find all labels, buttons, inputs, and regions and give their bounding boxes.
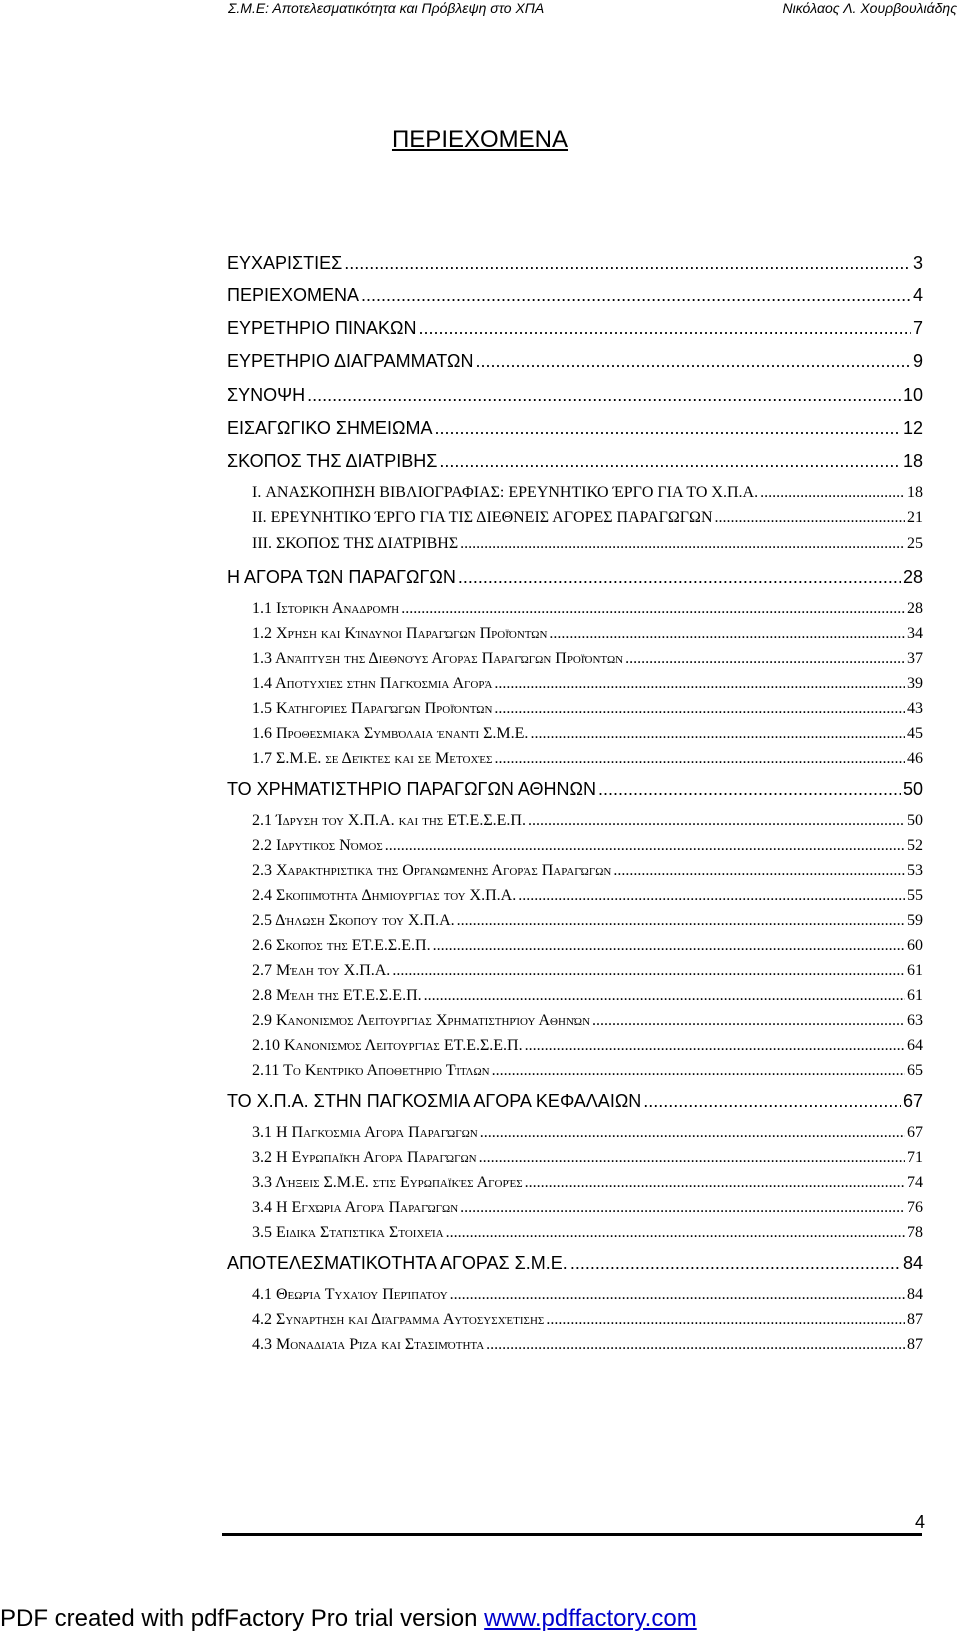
toc-leader-dots bbox=[570, 1253, 901, 1274]
toc-entry[interactable] bbox=[227, 1091, 923, 1112]
toc-leader-dots bbox=[458, 567, 901, 588]
toc-leader-dots bbox=[434, 418, 901, 439]
toc-entry[interactable] bbox=[252, 862, 923, 880]
toc-entry-title: 1.3 Ανάπτυξη της Διεθνούς Αγοράς Παραγώγων Προϊόντων bbox=[252, 650, 624, 667]
page-number: 4 bbox=[914, 1512, 925, 1532]
toc-entry[interactable] bbox=[227, 253, 923, 274]
toc-leader-dots bbox=[715, 509, 906, 527]
toc-entry-title: 4.2 Συνάρτηση και Διάγραμμα Αυτοσυσχέτισης bbox=[252, 1311, 545, 1328]
toc-leader-dots bbox=[528, 812, 905, 830]
toc-entry-title: 2.7 Μέλη του Χ.Π.Α. bbox=[252, 962, 391, 979]
toc-entry[interactable] bbox=[227, 451, 923, 472]
toc-entry-page: 50 bbox=[907, 812, 923, 829]
toc-leader-dots bbox=[492, 1062, 905, 1080]
toc-entry[interactable] bbox=[252, 837, 923, 855]
toc-entry-title: 3.3 Λήξεις Σ.Μ.Ε. στις Ευρωπαϊκές Αγορές bbox=[252, 1174, 523, 1191]
toc-entry-page: 3 bbox=[912, 253, 923, 273]
toc-leader-dots bbox=[480, 1124, 905, 1142]
toc-entry[interactable] bbox=[252, 1286, 923, 1304]
toc-entry-page: 9 bbox=[912, 351, 923, 371]
page-title: ΠΕΡΙΕΧΟΜΕΝΑ bbox=[391, 126, 569, 153]
toc-entry-page: 78 bbox=[907, 1224, 923, 1241]
toc-entry[interactable] bbox=[252, 535, 923, 553]
toc-entry-page: 67 bbox=[907, 1124, 923, 1141]
toc-entry-page: 71 bbox=[907, 1149, 923, 1166]
toc-entry[interactable] bbox=[252, 962, 923, 980]
toc-entry[interactable] bbox=[252, 1124, 923, 1142]
toc-entry-page: 46 bbox=[907, 750, 923, 767]
toc-leader-dots bbox=[592, 1012, 905, 1030]
toc-entry-title: ΤΟ ΧΡΗΜΑΤΙΣΤΗΡΙΟ ΠΑΡΑΓΩΓΩΝ ΑΘΗΝΩΝ bbox=[227, 779, 596, 799]
toc-entry-page: 37 bbox=[907, 650, 923, 667]
toc-leader-dots bbox=[460, 1199, 905, 1217]
toc-entry-title: 1.5 Κατηγορίες Παραγώγων Προϊόντων bbox=[252, 700, 493, 717]
toc-entry-title: ΑΠΟΤΕΛΕΣΜΑΤΙΚΟΤΗΤΑ ΑΓΟΡΑΣ Σ.Μ.Ε. bbox=[227, 1253, 568, 1273]
toc-entry[interactable] bbox=[252, 1336, 923, 1354]
toc-entry-page: 52 bbox=[907, 837, 923, 854]
footer-divider bbox=[222, 1533, 922, 1536]
toc-entry-title: ΕΥΡΕΤΗΡΙΟ ΠΙΝΑΚΩΝ bbox=[227, 318, 417, 338]
toc-entry-title: 2.4 Σκοπιμότητα Δημιουργίας του Χ.Π.Α. bbox=[252, 887, 517, 904]
toc-entry[interactable] bbox=[227, 418, 923, 439]
toc-leader-dots bbox=[549, 625, 905, 643]
toc-entry-title: 2.5 Δήλωση Σκοπού του Χ.Π.Α. bbox=[252, 912, 455, 929]
toc-leader-dots bbox=[625, 650, 905, 668]
toc-entry[interactable] bbox=[252, 1037, 923, 1055]
toc-entry-title: 2.8 Μέλη της ΕΤ.Ε.Σ.Ε.Π. bbox=[252, 987, 422, 1004]
toc-entry[interactable] bbox=[252, 625, 923, 643]
toc-entry-title: 1.1 Ιστορική Αναδρομή bbox=[252, 600, 400, 617]
toc-entry-page: 84 bbox=[907, 1286, 923, 1303]
toc-entry-page: 61 bbox=[907, 987, 923, 1004]
toc-entry-page: 10 bbox=[902, 385, 923, 405]
toc-entry-title: ΤΟ Χ.Π.Α. ΣΤΗΝ ΠΑΓΚΟΣΜΙΑ ΑΓΟΡΑ ΚΕΦΑΛΑΙΩΝ bbox=[227, 1091, 642, 1111]
toc-entry-page: 28 bbox=[907, 600, 923, 617]
toc-entry-page: 59 bbox=[907, 912, 923, 929]
toc-leader-dots bbox=[385, 837, 905, 855]
toc-entry-page: 65 bbox=[907, 1062, 923, 1079]
toc-leader-dots bbox=[598, 779, 901, 800]
toc-leader-dots bbox=[525, 1174, 905, 1192]
toc-leader-dots bbox=[361, 285, 911, 306]
toc-leader-dots bbox=[439, 451, 901, 472]
toc-entry[interactable] bbox=[252, 937, 923, 955]
toc-entry[interactable] bbox=[252, 725, 923, 743]
toc-entry-title: I. ΑΝΑΣΚΟΠΗΣΗ ΒΙΒΛΙΟΓΡΑΦΙΑΣ: ΕΡΕΥΝΗΤΙΚΟ ΈΡΓΟ ΓΙΑ ΤΟ Χ.Π.Α. bbox=[252, 484, 759, 501]
toc-entry[interactable] bbox=[227, 385, 923, 406]
toc-entry-title: 3.1 Η Παγκόσμια Αγορά Παραγώγων bbox=[252, 1124, 478, 1141]
toc-entry-title: ΣΥΝΟΨΗ bbox=[227, 385, 306, 405]
toc-entry[interactable] bbox=[252, 987, 923, 1005]
toc-entry-page: 21 bbox=[907, 509, 923, 526]
toc-entry[interactable] bbox=[252, 650, 923, 668]
toc-leader-dots bbox=[401, 600, 905, 618]
toc-leader-dots bbox=[530, 725, 905, 743]
toc-entry-title: 4.3 Μοναδιαία Ρίζα και Στασιμότητα bbox=[252, 1336, 485, 1353]
toc-entry-page: 60 bbox=[907, 937, 923, 954]
toc-leader-dots bbox=[518, 887, 905, 905]
toc-entry[interactable] bbox=[227, 1253, 923, 1274]
header-author: Νικόλαος Λ. Χουρβουλιάδης bbox=[782, 0, 957, 16]
toc-entry-title: ΕΙΣΑΓΩΓΙΚΟ ΣΗΜΕΙΩΜΑ bbox=[227, 418, 433, 438]
toc-entry-page: 63 bbox=[907, 1012, 923, 1029]
toc-entry-page: 25 bbox=[907, 535, 923, 552]
toc-entry[interactable] bbox=[252, 675, 923, 693]
toc-entry[interactable] bbox=[252, 1012, 923, 1030]
toc-entry-page: 39 bbox=[907, 675, 923, 692]
toc-entry[interactable] bbox=[252, 750, 923, 768]
toc-entry[interactable] bbox=[252, 1062, 923, 1080]
toc-entry-page: 4 bbox=[912, 285, 923, 305]
toc-leader-dots bbox=[475, 351, 911, 372]
toc-leader-dots bbox=[494, 750, 905, 768]
toc-entry-title: Η ΑΓΟΡΑ ΤΩΝ ΠΑΡΑΓΩΓΩΝ bbox=[227, 567, 456, 587]
toc-entry-page: 18 bbox=[907, 484, 923, 501]
toc-entry-page: 7 bbox=[912, 318, 923, 338]
toc-entry-page: 43 bbox=[907, 700, 923, 717]
toc-leader-dots bbox=[460, 535, 905, 553]
toc-leader-dots bbox=[494, 675, 905, 693]
toc-entry-title: 2.11 Το Κεντρικό Αποθετήριο Τίτλων bbox=[252, 1062, 490, 1079]
toc-leader-dots bbox=[446, 1224, 905, 1242]
toc-entry[interactable] bbox=[227, 351, 923, 372]
toc-entry-title: 3.4 Η Εγχώρια Αγορά Παραγώγων bbox=[252, 1199, 459, 1216]
toc-entry-page: 61 bbox=[907, 962, 923, 979]
toc-entry-title: ΕΥΡΕΤΗΡΙΟ ΔΙΑΓΡΑΜΜΑΤΩΝ bbox=[227, 351, 474, 371]
toc-entry-page: 76 bbox=[907, 1199, 923, 1216]
toc-entry[interactable] bbox=[227, 567, 923, 588]
toc-entry-page: 45 bbox=[907, 725, 923, 742]
pdf-footer bbox=[0, 1605, 697, 1633]
toc-entry-page: 53 bbox=[907, 862, 923, 879]
toc-entry[interactable] bbox=[252, 1199, 923, 1217]
toc-leader-dots bbox=[546, 1311, 905, 1329]
toc-entry-title: ΠΕΡΙΕΧΟΜΕΝΑ bbox=[227, 285, 360, 305]
toc-entry[interactable] bbox=[252, 1149, 923, 1167]
toc-entry-title: 3.5 Ειδικά Στατιστικά Στοιχεία bbox=[252, 1224, 444, 1241]
toc-entry[interactable] bbox=[252, 887, 923, 905]
toc-entry-title: 1.2 Χρήση και Κίνδυνοι Παραγώγων Προϊόντων bbox=[252, 625, 548, 642]
toc-entry-title: 2.3 Χαρακτηριστικά της Οργανωμένης Αγοράς Παραγώγων bbox=[252, 862, 612, 879]
toc-leader-dots bbox=[344, 253, 911, 274]
toc-entry[interactable] bbox=[252, 484, 923, 502]
toc-leader-dots bbox=[307, 385, 901, 406]
toc-entry[interactable] bbox=[252, 1311, 923, 1329]
toc-entry-page: 84 bbox=[902, 1253, 923, 1273]
toc-entry-page: 34 bbox=[907, 625, 923, 642]
toc-leader-dots bbox=[760, 484, 905, 502]
toc-entry-page: 67 bbox=[902, 1091, 923, 1111]
toc-entry-title: 1.7 Σ.Μ.Ε. σε Δείκτες και σε Μετοχές bbox=[252, 750, 493, 767]
toc-entry-title: 2.6 Σκοπός της ΕΤ.Ε.Σ.Ε.Π. bbox=[252, 937, 431, 954]
toc-entry-page: 64 bbox=[907, 1037, 923, 1054]
toc-entry-title: II. ΕΡΕΥΝΗΤΙΚΟ ΈΡΓΟ ΓΙΑ ΤΙΣ ΔΙΕΘΝΕΙΣ ΑΓΟΡΕΣ ΠΑΡΑΓΩΓΩΝ bbox=[252, 509, 713, 526]
toc-entry-title: III. ΣΚΟΠΟΣ ΤΗΣ ΔΙΑΤΡΙΒΗΣ bbox=[252, 535, 459, 552]
page-header bbox=[0, 0, 960, 34]
toc-entry[interactable] bbox=[252, 509, 923, 527]
toc-entry-page: 12 bbox=[902, 418, 923, 438]
toc-leader-dots bbox=[433, 937, 905, 955]
toc-entry[interactable] bbox=[252, 600, 923, 618]
toc-entry-page: 74 bbox=[907, 1174, 923, 1191]
toc-leader-dots bbox=[494, 700, 905, 718]
toc-entry-title: 3.2 Η Ευρωπαϊκή Αγορά Παραγώγων bbox=[252, 1149, 477, 1166]
toc-entry[interactable] bbox=[252, 912, 923, 930]
toc-entry[interactable] bbox=[227, 285, 923, 306]
toc-leader-dots bbox=[613, 862, 905, 880]
toc-leader-dots bbox=[450, 1286, 905, 1304]
toc-entry-title: 2.2 Ιδρυτικός Νόμος bbox=[252, 837, 383, 854]
toc-leader-dots bbox=[643, 1091, 901, 1112]
toc-leader-dots bbox=[392, 962, 905, 980]
toc-entry[interactable] bbox=[252, 1174, 923, 1192]
toc-leader-dots bbox=[486, 1336, 905, 1354]
toc-entry-page: 50 bbox=[902, 779, 923, 799]
toc-entry-title: 4.1 Θεωρία Τυχαίου Περίπατου bbox=[252, 1286, 448, 1303]
toc-entry-title: 1.4 Αποτυχίες στην Παγκόσμια Αγορά bbox=[252, 675, 493, 692]
toc-entry[interactable] bbox=[227, 779, 923, 800]
toc-entry[interactable] bbox=[252, 1224, 923, 1242]
toc-entry[interactable] bbox=[227, 318, 923, 339]
toc-entry-page: 55 bbox=[907, 887, 923, 904]
toc-entry-title: 1.6 Προθεσμιακά Συμβόλαια έναντι Σ.Μ.Ε. bbox=[252, 725, 529, 742]
toc-entry[interactable] bbox=[252, 700, 923, 718]
toc-entry-page: 87 bbox=[907, 1311, 923, 1328]
toc-entry-title: 2.9 Κανονισμός Λειτουργίας Χρηματιστηρίου Αθηνών bbox=[252, 1012, 591, 1029]
toc-entry-page: 28 bbox=[902, 567, 923, 587]
footer-link[interactable]: www.pdffactory.com bbox=[484, 1605, 697, 1632]
toc-entry-title: ΕΥΧΑΡΙΣΤΙΕΣ bbox=[227, 253, 343, 273]
toc-leader-dots bbox=[525, 1037, 905, 1055]
toc-entry-page: 87 bbox=[907, 1336, 923, 1353]
toc-leader-dots bbox=[419, 318, 911, 339]
toc-entry-title: ΣΚΟΠΟΣ ΤΗΣ ΔΙΑΤΡΙΒΗΣ bbox=[227, 451, 438, 471]
toc-leader-dots bbox=[424, 987, 905, 1005]
header-title: Σ.Μ.Ε: Αποτελεσματικότητα και Πρόβλεψη στο ΧΠΑ bbox=[228, 0, 545, 16]
toc-entry-page: 18 bbox=[902, 451, 923, 471]
toc-entry-title: 2.10 Κανονισμός Λειτουργίας ΕΤ.Ε.Σ.Ε.Π. bbox=[252, 1037, 523, 1054]
toc-entry[interactable] bbox=[252, 812, 923, 830]
footer-text: PDF created with pdfFactory Pro trial version bbox=[0, 1605, 485, 1632]
toc-leader-dots bbox=[479, 1149, 905, 1167]
toc-leader-dots bbox=[457, 912, 905, 930]
toc-entry-title: 2.1 Ίδρυση του Χ.Π.Α. και της ΕΤ.Ε.Σ.Ε.Π. bbox=[252, 812, 526, 829]
